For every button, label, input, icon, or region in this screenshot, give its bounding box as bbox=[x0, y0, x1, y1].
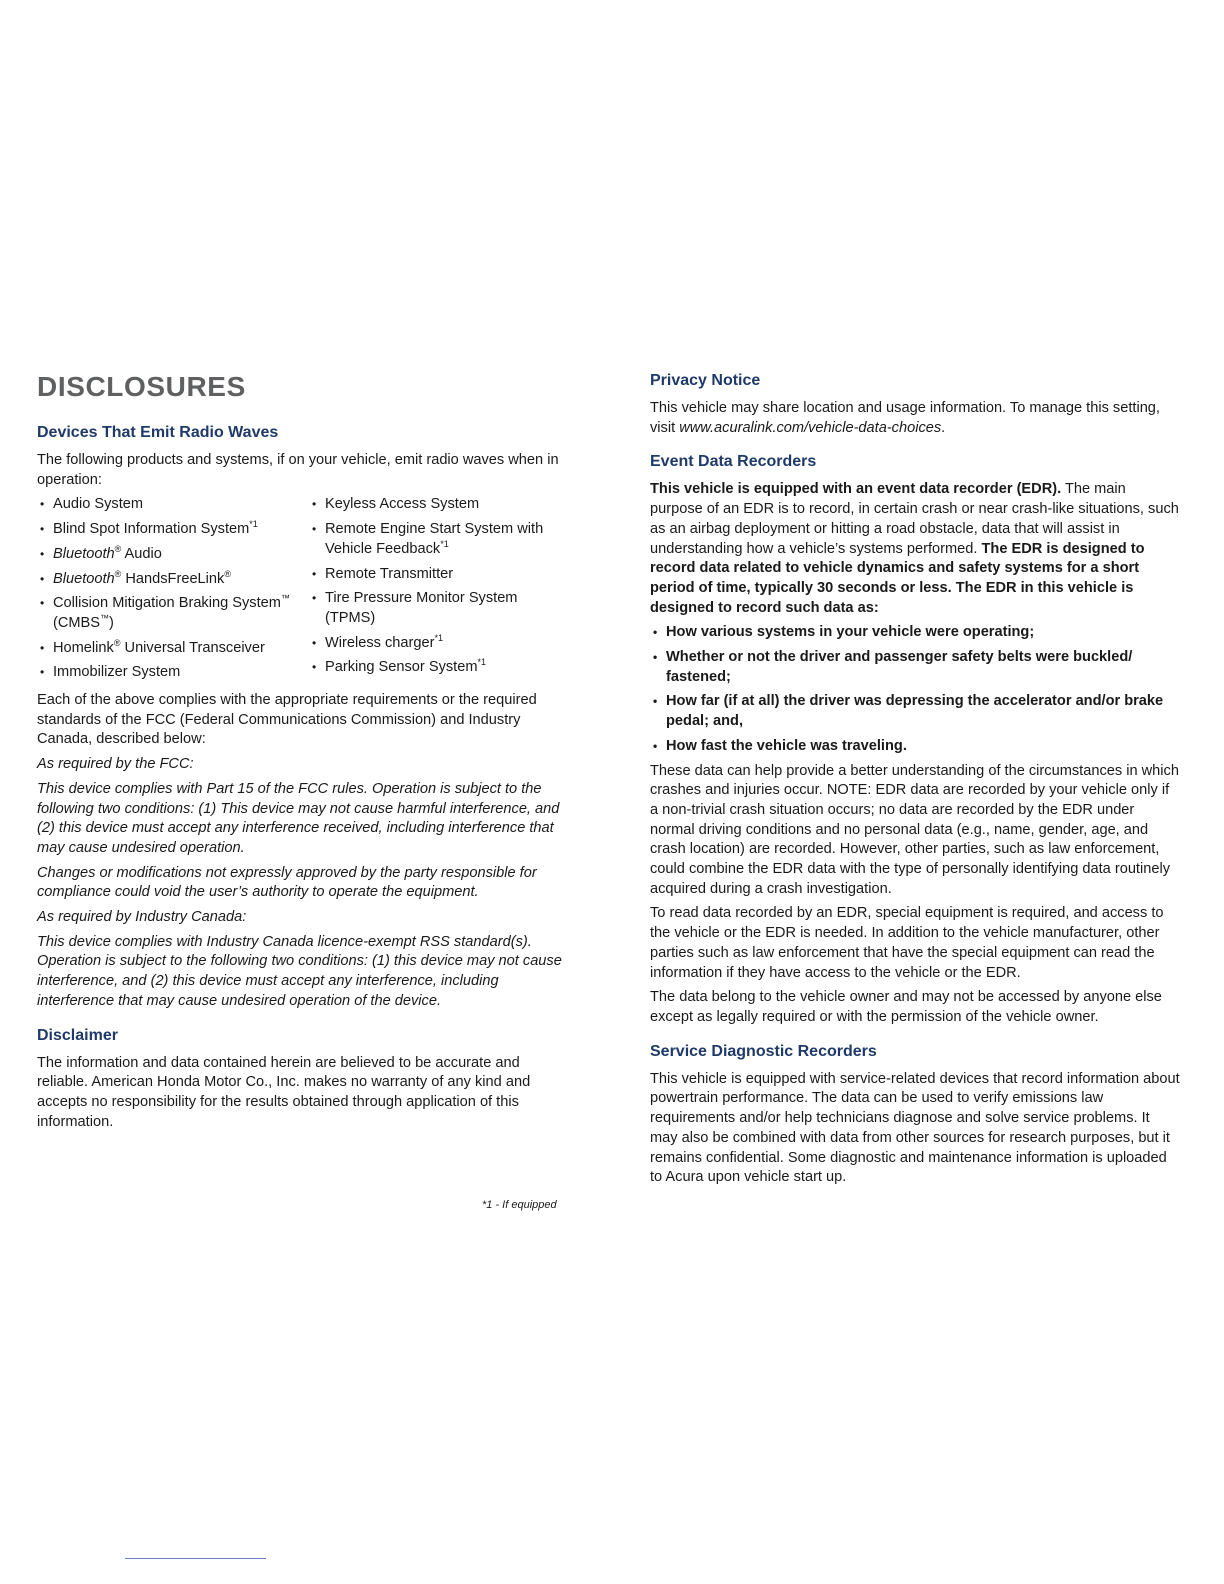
edr-para4: The data belong to the vehicle owner and may not be accessed by anyone else except as legally required or with the permission of the vehicle owner. bbox=[650, 989, 1162, 1025]
list-item: • Bluetooth® Audio bbox=[37, 545, 309, 565]
list-item: • Wireless charger$^{*1}$ bbox=[309, 634, 563, 654]
list-item: • Immobilizer System bbox=[37, 663, 309, 683]
edr-list bbox=[650, 623, 1180, 756]
fcc-label: As required by the FCC: bbox=[37, 756, 194, 773]
list-item: • Parking Sensor System$^{*1}$ bbox=[309, 658, 563, 678]
list-item: • Audio System bbox=[37, 495, 309, 515]
edr-para3: To read data recorded by an EDR, special equipment is required, and access to the vehicle or the EDR is needed. In addition to the vehicle manufacturer, other parties such as law enforcement that have the special equipment can read the information if they have access to the vehicle or the EDR. bbox=[650, 905, 1164, 981]
list-item: • How far (if at all) the driver was depressing the accelerator and/or brake pedal; and, bbox=[650, 692, 1180, 731]
sdr-text: This vehicle is equipped with service-related devices that record information about powertrain performance. The data can be used to verify emissions law requirements and/or help technicians diagnose and solve service problems. It may also be combined with data from other sources for research purposes, but it remains confidential. Some diagnostic and maintenance information is uploaded to Acura upon vehicle start up. bbox=[650, 1070, 1180, 1186]
list-item: • Remote Transmitter bbox=[309, 565, 563, 585]
changes-text: Changes or modifications not expressly approved by the party responsible for compliance could void the user’s authority to operate the equipment. bbox=[37, 864, 537, 901]
left-column bbox=[37, 370, 563, 1137]
fcc-text: This device complies with Part 15 of the FCC rules. Operation is subject to the following two conditions: (1) This device may not cause harmful interference, and (2) this device must accept any interference received, including interference that may cause undesired operation. bbox=[37, 780, 560, 856]
list-item: • Keyless Access System bbox=[309, 495, 563, 515]
ic-label: As required by Industry Canada: bbox=[37, 909, 247, 926]
edr-intro: This vehicle is equipped with an event data recorder (EDR). The main purpose of an EDR is to record, in certain crash or near crash-like situations, such as an airbag deployment or hitting a road obstacle, data that will assist in understanding how a vehicle’s systems performed. The EDR is designed to record data related to vehicle dynamics and safety systems for a short period of time, typically 30 seconds or less. The EDR in this vehicle is designed to record such data as: bbox=[650, 481, 1179, 616]
compliance-text: Each of the above complies with the appropriate requirements or the required standards of the FCC (Federal Communications Commission) and Industry Canada, described below: bbox=[37, 692, 537, 748]
radio-waves-heading: Devices That Emit Radio Waves bbox=[37, 424, 279, 441]
list-item: • Whether or not the driver and passenger safety belts were buckled/ fastened; bbox=[650, 648, 1180, 687]
disclaimer-heading: Disclaimer bbox=[37, 1026, 118, 1044]
edr-heading: Event Data Recorders bbox=[650, 453, 817, 471]
divider bbox=[125, 1558, 266, 1559]
list-item: • How fast the vehicle was traveling. bbox=[650, 737, 1180, 757]
device-list-col1 bbox=[37, 495, 309, 688]
list-item: • Blind Spot Information System$^{*1}$ bbox=[37, 520, 309, 540]
list-item: • Collision Mitigation Braking System™ (CMBS™) bbox=[37, 594, 309, 633]
sdr-heading: Service Diagnostic Recorders bbox=[650, 1042, 877, 1060]
device-list-col2 bbox=[309, 495, 563, 688]
radio-waves-intro: The following products and systems, if on your vehicle, emit radio waves when in operation: bbox=[37, 452, 559, 488]
device-list bbox=[37, 495, 563, 688]
list-item: • Bluetooth® HandsFreeLink® bbox=[37, 570, 309, 590]
list-item: • Remote Engine Start System with Vehicle Feedback$^{*1}$ bbox=[309, 520, 563, 559]
edr-para2: These data can help provide a better understanding of the circumstances in which crashes and injuries occur. NOTE: EDR data are recorded by your vehicle only if a non-trivial crash situation occurs; no data are recorded by the EDR under normal driving conditions and no personal data (e.g., name, gender, age, and crash location) are recorded. However, other parties, such as law enforcement, could combine the EDR data with the type of personally identifying data routinely acquired during a crash investigation. bbox=[650, 762, 1179, 897]
privacy-heading: Privacy Notice bbox=[650, 372, 761, 389]
footnote: *1 - If equipped bbox=[482, 1199, 557, 1211]
disclaimer-text: The information and data contained herein are believed to be accurate and reliable. American Honda Motor Co., Inc. makes no warranty of any kind and accepts no responsibility for the results obtained through application of this information. bbox=[37, 1054, 531, 1130]
privacy-link[interactable]: www.acuralink.com/vehicle-data-choices bbox=[679, 419, 942, 436]
privacy-text: This vehicle may share location and usage information. To manage this setting, visit www.acuralink.com/vehicle-data-choices. bbox=[650, 400, 1160, 436]
page-title: DISCLOSURES bbox=[37, 371, 246, 402]
list-item: • Tire Pressure Monitor System (TPMS) bbox=[309, 589, 563, 628]
list-item: • Homelink® Universal Transceiver bbox=[37, 639, 309, 659]
ic-text: This device complies with Industry Canada licence-exempt RSS standard(s). Operation is subject to the following two conditions: (1) this device may not cause interference, and (2) this device must accept any interference, including interference that may cause undesired operation of the device. bbox=[37, 933, 562, 1009]
list-item: • How various systems in your vehicle were operating; bbox=[650, 623, 1180, 643]
right-column bbox=[650, 371, 1180, 1193]
